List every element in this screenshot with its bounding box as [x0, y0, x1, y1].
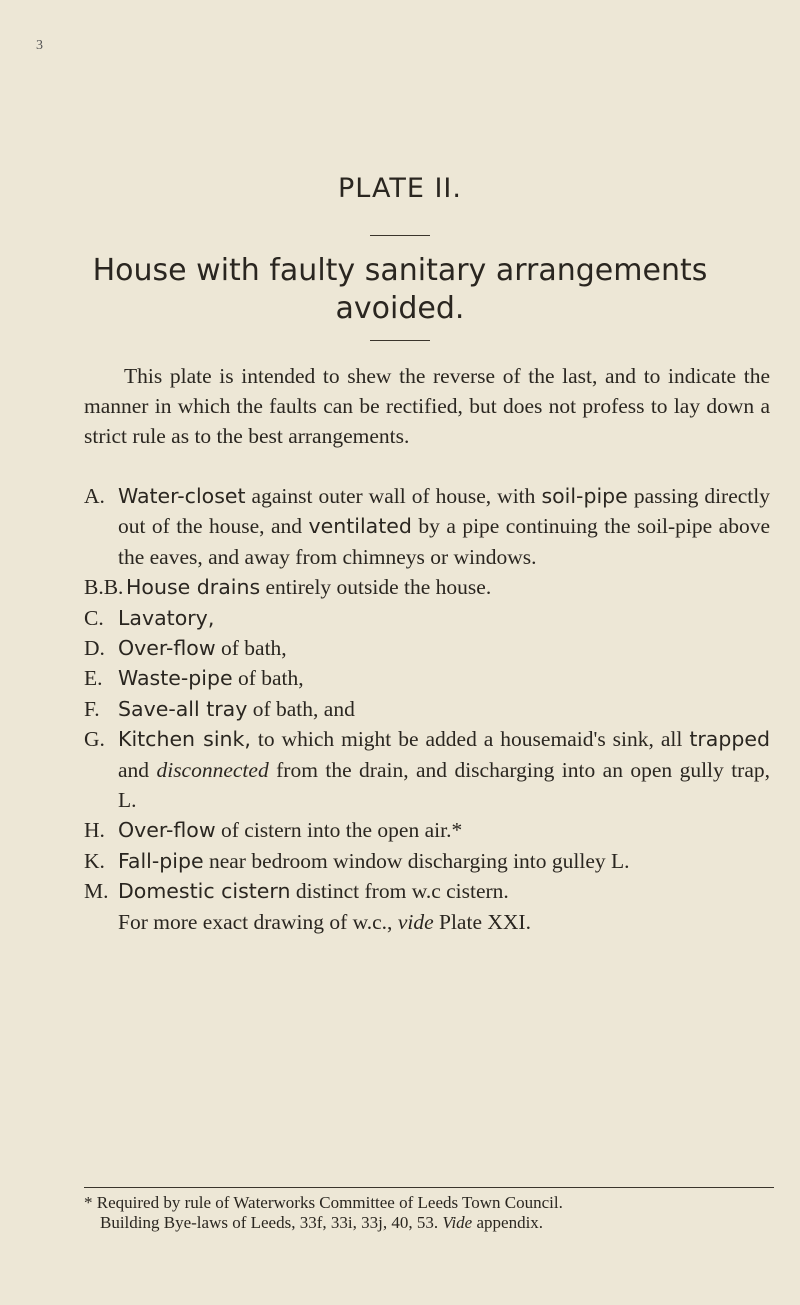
legend-entries	[84, 481, 770, 937]
footnote	[84, 1193, 774, 1233]
entry-text: against outer wall of house, with	[245, 484, 542, 508]
more-rest: Plate XXI.	[433, 909, 531, 934]
entry-text: and	[118, 757, 157, 782]
entry-letter: K.	[84, 848, 105, 873]
entry-label: Domestic cistern	[118, 879, 291, 904]
entry-text: from the drain, and discharging into an open gully trap, L.	[118, 757, 770, 813]
entry-g	[84, 724, 770, 815]
page-number: 3	[36, 38, 43, 53]
title-rule-bottom	[370, 340, 430, 341]
entry-c	[84, 603, 770, 633]
entry-label: Save-all	[118, 696, 200, 721]
entry-letter: B.B.	[84, 575, 124, 600]
entry-text: distinct from w.c cistern.	[290, 879, 509, 904]
entry-label: Water-closet	[118, 484, 246, 508]
entry-label: House drains	[126, 575, 261, 600]
entry-italic: disconnected	[156, 757, 269, 782]
entry-d	[84, 633, 770, 663]
more-text: For more exact drawing of w.c.,	[118, 909, 398, 934]
entry-label: Fall-pipe	[118, 848, 204, 873]
entry-letter: C.	[84, 605, 104, 630]
entry-bb	[84, 572, 770, 602]
entry-e	[84, 663, 770, 693]
entry-text: of bath,	[232, 666, 304, 691]
footnote-line-1: * Required by rule of Waterworks Committee of Leeds Town Council.	[84, 1193, 563, 1212]
entry-text: of bath, and	[247, 696, 355, 721]
more-italic: vide	[397, 909, 434, 934]
entry-h	[84, 815, 770, 845]
entry-letter: F.	[84, 696, 100, 721]
footnote-rule	[84, 1187, 774, 1188]
entry-label: soil-pipe	[541, 484, 628, 508]
entry-label: Waste-pipe	[118, 666, 233, 691]
entry-letter: M.	[84, 879, 109, 904]
page-heading: House with faulty sanitary arrangements avoided.	[92, 253, 708, 326]
more-reference	[84, 907, 770, 937]
entry-label: Lavatory,	[118, 605, 215, 630]
entry-label: Kitchen sink,	[118, 727, 251, 752]
entry-text: passing directly out of the house, and	[118, 484, 771, 539]
entry-label: trapped	[689, 727, 770, 752]
entry-text: of bath,	[215, 636, 287, 661]
title-rule-top	[370, 235, 430, 236]
footnote-italic: Vide	[442, 1213, 473, 1232]
entry-k	[84, 846, 770, 876]
entry-a	[84, 481, 770, 572]
footnote-text: appendix.	[472, 1213, 544, 1232]
entry-text: of cistern into the open air.*	[215, 818, 463, 843]
entry-letter: D.	[84, 636, 105, 661]
entry-letter: H.	[84, 818, 105, 843]
entry-label: Over-flow	[118, 636, 216, 661]
entry-label: ventilated	[308, 514, 412, 539]
footnote-line-2	[84, 1213, 774, 1233]
intro-paragraph: This plate is intended to shew the reverse of the last, and to indicate the manner in which the faults can be rectified, but does not profess to lay down a strict rule as to the best arrangements.	[84, 364, 770, 448]
plate-title: PLATE II.	[338, 173, 462, 204]
entry-text: by a pipe continuing the soil-pipe above the eaves, and away from chimneys or windows.	[118, 514, 770, 569]
entry-letter: A.	[84, 484, 105, 508]
entry-label: tray	[199, 696, 248, 721]
entry-text: near bedroom window discharging into gulley L.	[203, 848, 630, 873]
entry-m	[84, 876, 770, 906]
entry-f	[84, 694, 770, 724]
entry-text: entirely outside the house.	[260, 575, 492, 600]
entry-letter: E.	[84, 666, 103, 691]
footnote-text: Building Bye-laws of Leeds, 33f, 33i, 33j, 40, 53.	[100, 1213, 443, 1232]
entry-label: Over-flow	[118, 818, 216, 843]
entry-letter: G.	[84, 727, 105, 752]
entry-text: to which might be added a housemaid's sink, all	[250, 727, 690, 752]
